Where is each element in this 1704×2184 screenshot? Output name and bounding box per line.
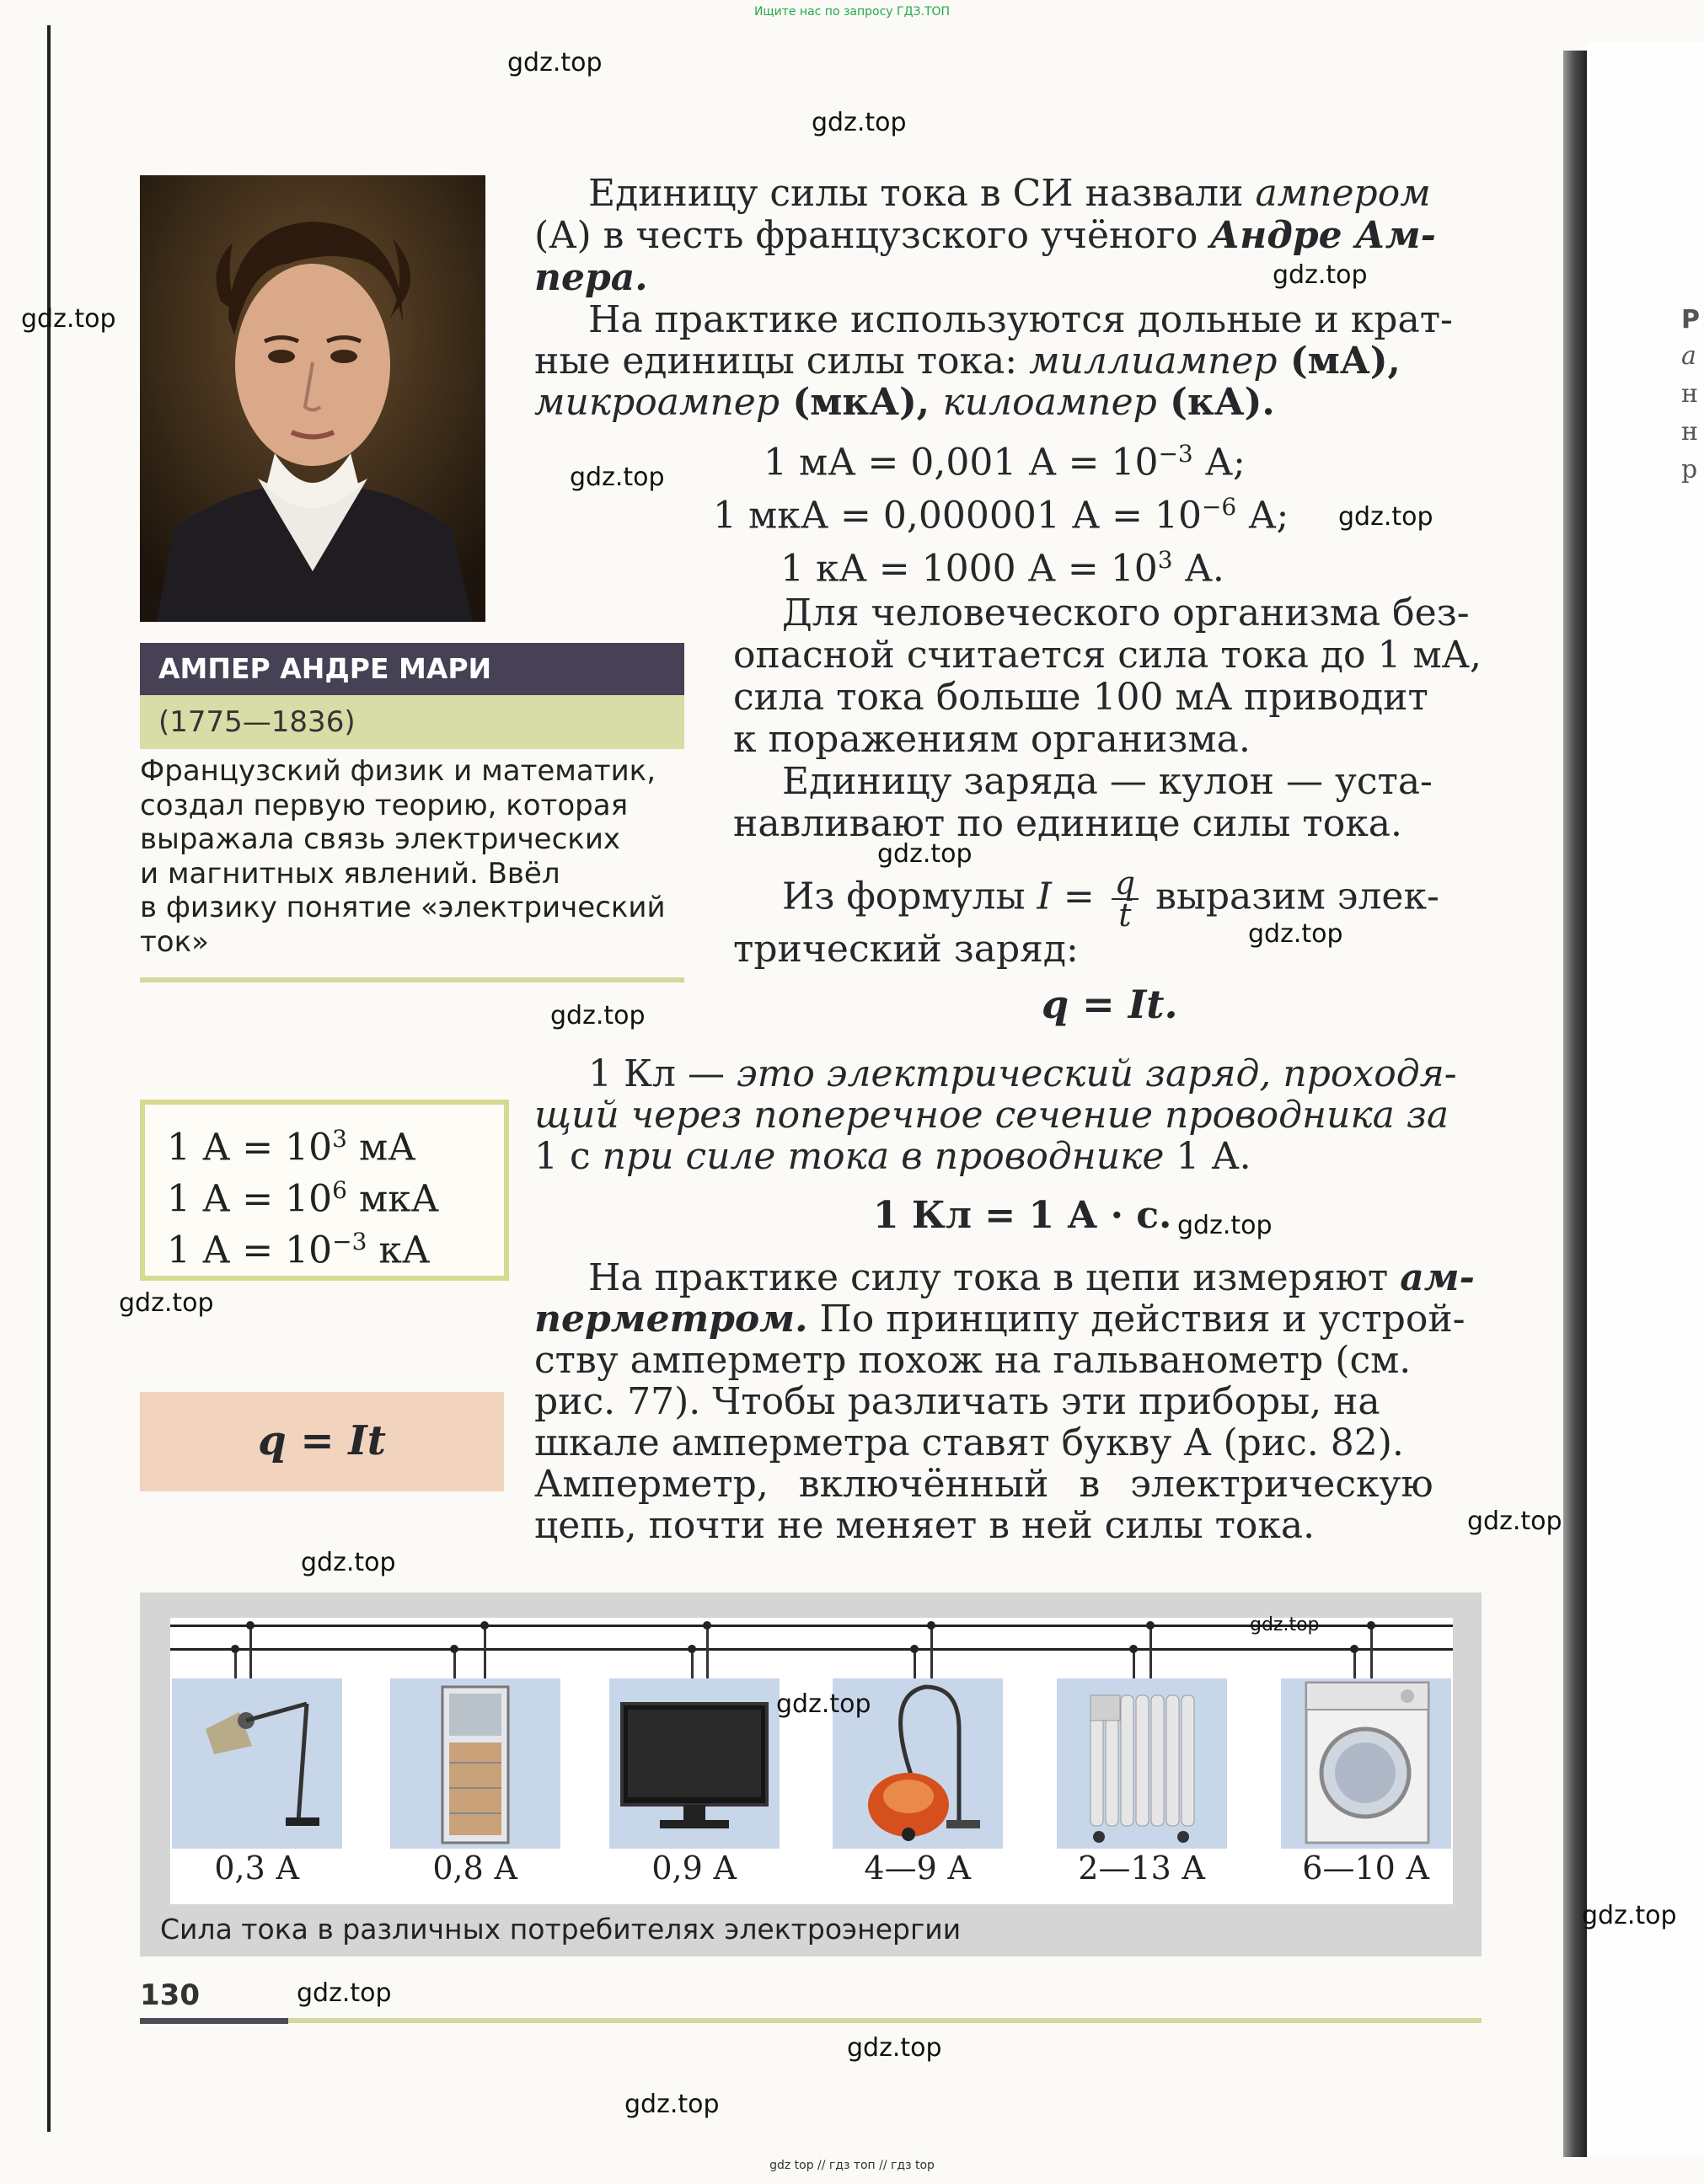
appliance-current-label: 0,3 А <box>214 1849 300 1887</box>
text-line: микроампер (мкА), килоампер (кА). <box>534 381 1275 424</box>
appliance-current-label: 4—9 А <box>864 1849 972 1887</box>
text-line: навливают по единице силы тока. <box>733 802 1402 845</box>
tv-icon <box>609 1678 780 1849</box>
watermark: gdz.top <box>507 48 603 78</box>
desk-lamp-icon <box>172 1678 342 1849</box>
wire-node <box>1350 1645 1358 1653</box>
fraction-q-over-t: $\frac{q}{t}$ <box>1112 868 1139 930</box>
washing-machine-icon <box>1281 1678 1451 1849</box>
text-line: Для человеческого организма без- <box>782 592 1470 634</box>
appliance-tile <box>390 1678 560 1849</box>
wire-node <box>1146 1621 1155 1630</box>
text-line: рис. 77). Чтобы различать эти приборы, на <box>534 1380 1380 1423</box>
bio-line: в физику понятие «электрический <box>140 891 666 924</box>
formula-coulomb: 1 Кл = 1 А · с. <box>873 1194 1172 1237</box>
equation-ma: 1 мА = 0,001 $А = 10^{-3}$ А; <box>764 440 1246 484</box>
watermark: gdz.top <box>776 1689 871 1719</box>
next-page-char: н <box>1681 417 1698 447</box>
text-line: перметром. По принципу действия и устрой- <box>534 1298 1466 1341</box>
unit-row: 1 $А = 10^{-3}$ кА <box>167 1228 431 1272</box>
wire-drop <box>706 1625 709 1678</box>
figure-caption: Сила тока в различных потребителях электроэнергии <box>160 1913 962 1946</box>
wire-node <box>231 1645 239 1653</box>
text-line: На практике силу тока в цепи измеряют ам- <box>588 1256 1475 1299</box>
wire-drop <box>484 1625 486 1678</box>
page-left-edge <box>47 25 51 2132</box>
wire-drop <box>249 1625 252 1678</box>
text-line: Из формулы I = $\frac{q}{t}$ выразим элек- <box>782 864 1439 934</box>
wire-bottom <box>170 1648 1453 1651</box>
scientist-bio <box>140 754 688 959</box>
appliance-current-label: 0,8 А <box>432 1849 518 1887</box>
text-line: трический заряд: <box>733 928 1079 971</box>
bio-line: выражала связь электрических <box>140 822 621 856</box>
portrait-ampere-icon <box>140 175 485 622</box>
watermark: gdz.top <box>624 2090 720 2119</box>
figure-inner <box>170 1618 1453 1904</box>
wire-node <box>1367 1621 1375 1630</box>
appliance-tile <box>1281 1678 1451 1849</box>
watermark: gdz.top <box>301 1548 396 1577</box>
bio-line: и магнитных явлений. Ввёл <box>140 856 560 891</box>
equation-mka: 1 мкА = 0,000001 $А = 10^{-6}$ А; <box>713 493 1289 538</box>
text-line: Амперметр, включённый в электрическую <box>534 1463 1433 1506</box>
appliance-current-label: 0,9 А <box>651 1849 737 1887</box>
watermark: gdz.top <box>812 108 907 137</box>
watermark: gdz.top <box>21 304 116 334</box>
text-line: Единицу заряда — кулон — уста- <box>782 760 1433 803</box>
bottom-notice: gdz top // гдз топ // гдз top <box>769 2159 935 2172</box>
wire-node <box>480 1621 489 1630</box>
text-line: щий через поперечное сечение проводника за <box>534 1094 1449 1137</box>
appliance-current-label: 6—10 А <box>1302 1849 1430 1887</box>
text-line: ные единицы силы тока: миллиампер (мА), <box>534 340 1401 383</box>
watermark: gdz.top <box>297 1978 392 2008</box>
footer-rule-dark <box>140 2018 288 2024</box>
wire-node <box>688 1645 696 1653</box>
bio-line: ток» <box>140 924 209 959</box>
watermark: gdz.top <box>119 1288 214 1318</box>
wire-drop <box>1370 1625 1373 1678</box>
page-number: 130 <box>140 1978 200 2012</box>
top-notice: Ищите нас по запросу ГДЗ.ТОП <box>753 5 951 19</box>
scientist-name: АМПЕР АНДРЕ МАРИ <box>140 643 684 695</box>
wire-node <box>1129 1645 1138 1653</box>
next-page-char: Р <box>1681 305 1700 335</box>
text-line: опасной считается сила тока до 1 мА, <box>733 634 1482 677</box>
wire-node <box>450 1645 458 1653</box>
text-line: (А) в честь французского учёного Андре Ам- <box>534 214 1436 257</box>
watermark: gdz.top <box>550 1001 646 1030</box>
watermark: gdz.top <box>1177 1211 1273 1240</box>
unit-row: 1 $А = 10^3$ мА <box>167 1125 416 1170</box>
wire-node <box>910 1645 919 1653</box>
wire-node <box>246 1621 255 1630</box>
formula-q-equals-it: q = It. <box>1042 982 1178 1027</box>
text-line: шкале амперметра ставят букву А (рис. 82). <box>534 1421 1404 1464</box>
text-line: На практике используются дольные и крат- <box>588 298 1453 341</box>
unit-row: 1 $А = 10^6$ мкА <box>167 1176 440 1221</box>
bio-line: Французский физик и математик, <box>140 754 656 788</box>
next-page-char: а <box>1681 341 1696 371</box>
formula-box <box>140 1392 504 1491</box>
appliance-current-figure <box>140 1592 1482 1956</box>
next-page-char: н <box>1681 379 1698 409</box>
wire-node <box>703 1621 711 1630</box>
oil-heater-icon <box>1057 1678 1227 1849</box>
watermark: gdz.top <box>1273 260 1368 290</box>
appliance-tile <box>1057 1678 1227 1849</box>
wire-drop <box>930 1625 933 1678</box>
text-line: ству амперметр похож на гальванометр (см. <box>534 1339 1412 1382</box>
bio-line: создал первую теорию, которая <box>140 788 629 822</box>
equation-ka: 1 кА = 1000 $А = 10^3$ А. <box>780 546 1224 591</box>
appliance-tile <box>172 1678 342 1849</box>
watermark: gdz.top <box>1248 919 1343 949</box>
watermark: gdz.top <box>570 463 665 492</box>
scientist-years: (1775—1836) <box>140 695 684 749</box>
watermark: gdz.top <box>1250 1614 1320 1635</box>
text-line: пера. <box>534 256 648 299</box>
watermark: gdz.top <box>877 839 973 869</box>
footer-rule <box>288 2018 1482 2023</box>
watermark: gdz.top <box>847 2033 942 2063</box>
watermark: gdz.top <box>1338 502 1433 532</box>
text-line: к поражениям организма. <box>733 718 1251 761</box>
text-line: цепь, почти не меняет в ней силы тока. <box>534 1504 1316 1547</box>
page-gutter-shadow <box>1563 51 1587 2157</box>
watermark: gdz.top <box>1582 1901 1677 1930</box>
watermark: gdz.top <box>1467 1507 1562 1536</box>
ampere-portrait <box>140 175 485 622</box>
text-line: сила тока больше 100 мА приводит <box>733 676 1428 719</box>
formula-q-it: q = It <box>258 1417 386 1464</box>
text-line: Единицу силы тока в СИ назвали ампером <box>588 172 1431 215</box>
appliance-tile <box>609 1678 780 1849</box>
appliance-current-label: 2—13 А <box>1078 1849 1206 1887</box>
next-page-char: р <box>1681 455 1698 484</box>
unit-conversion-box <box>140 1100 509 1281</box>
refrigerator-icon <box>390 1678 560 1849</box>
text-line: 1 Кл — это электрический заряд, проходя- <box>588 1052 1457 1095</box>
text-line: 1 с при силе тока в проводнике 1 А. <box>534 1135 1251 1178</box>
bio-divider <box>140 977 684 982</box>
wire-drop <box>1149 1625 1152 1678</box>
next-page-edge <box>1587 42 1704 2157</box>
wire-node <box>927 1621 935 1630</box>
